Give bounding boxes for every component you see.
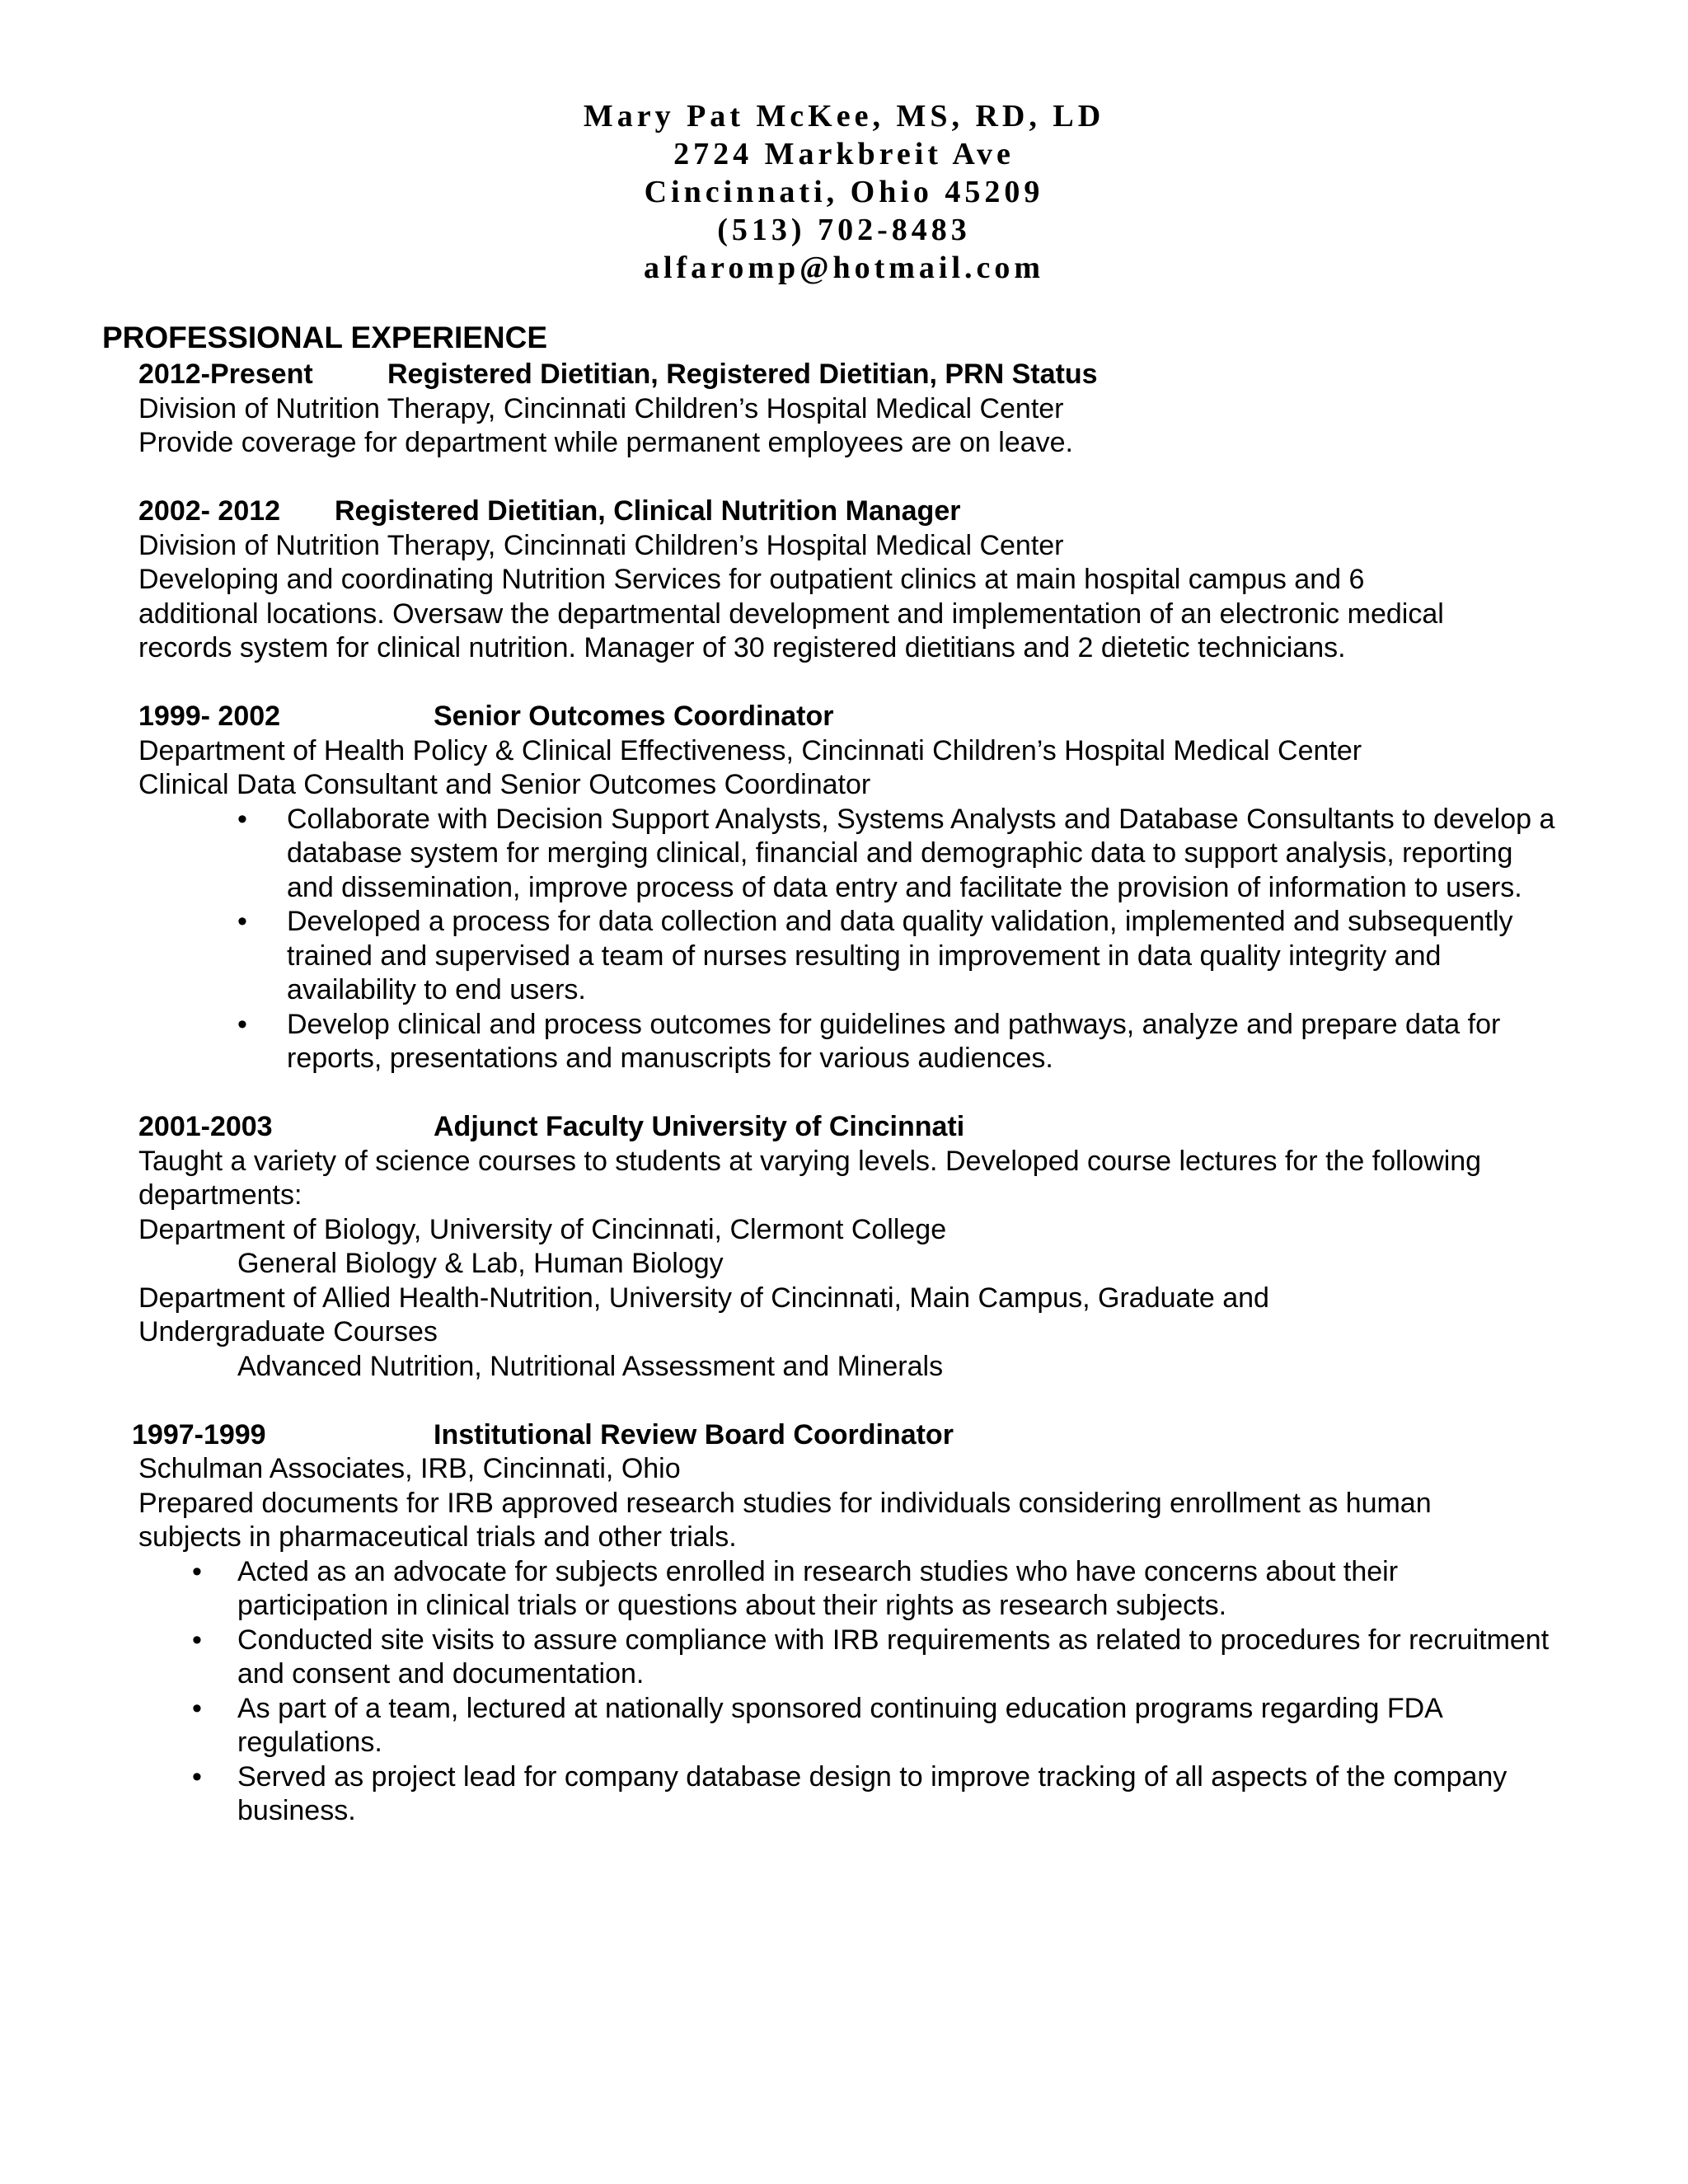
job-heading — [138, 494, 1556, 529]
list-item: • As part of a team, lectured at nationally sponsored continuing education programs regarding FDA regulations. — [192, 1692, 1442, 1758]
phone-number: (513) 702-8483 — [717, 213, 971, 247]
bullet-icon: • — [237, 906, 247, 937]
list-item: • Develop clinical and process outcomes for guidelines and pathways, analyze and prepare data for reports, presentations and manuscripts for various audiences. — [237, 1008, 1501, 1074]
job-years: 1999- 2002 — [138, 701, 281, 732]
job-entry — [138, 494, 1556, 666]
job-years: 2002- 2012 — [138, 495, 281, 527]
job-bullets — [138, 803, 1556, 1076]
course-list: General Biology & Lab, Human Biology — [237, 1248, 724, 1279]
course-list: Advanced Nutrition, Nutritional Assessment and Minerals — [237, 1350, 944, 1382]
contact-header — [0, 97, 1688, 287]
job-years: 2001-2003 — [138, 1111, 273, 1142]
email-address: alfaromp@hotmail.com — [643, 251, 1045, 285]
bullet-icon: • — [192, 1692, 202, 1724]
bullet-icon: • — [237, 803, 247, 835]
experience-list — [132, 358, 1556, 1863]
list-item: • Served as project lead for company database design to improve tracking of all aspects of the company business. — [192, 1760, 1507, 1826]
job-description: Taught a variety of science courses to students at varying levels. Developed course lectures for the following departments: — [138, 1145, 1482, 1211]
job-description: Developing and coordinating Nutrition Services for outpatient clinics at main hospital campus and 6 additional locations. Oversaw the departmental development and implementation of an electronic medical records system for clinical nutrition. Manager of 30 registered dietitians and 2 dietetic technicians. — [138, 564, 1444, 663]
job-title: Institutional Review Board Coordinator — [434, 1418, 954, 1451]
job-years: 1997-1999 — [132, 1418, 266, 1451]
job-entry — [138, 1110, 1556, 1384]
job-years: 2012-Present — [138, 359, 313, 390]
job-entry — [132, 1418, 1556, 1829]
bullet-icon: • — [237, 1008, 247, 1040]
job-heading — [132, 1418, 1556, 1453]
list-item: • Developed a process for data collection and data quality validation, implemented and subsequently trained and supervised a team of nurses resulting in improvement in data quality integrity and availability to end users. — [237, 906, 1513, 1005]
job-title: Senior Outcomes Coordinator — [434, 701, 834, 732]
applicant-name: Mary Pat McKee, MS, RD, LD — [583, 99, 1105, 134]
section-title: PROFESSIONAL EXPERIENCE — [102, 321, 548, 354]
list-item: • Conducted site visits to assure compliance with IRB requirements as related to procedures for recruitment and consent and documentation. — [192, 1624, 1550, 1690]
job-entry — [138, 358, 1556, 461]
job-title: Registered Dietitian, Registered Dietitian, PRN Status — [387, 359, 1098, 390]
job-employer: Division of Nutrition Therapy, Cincinnati Children’s Hospital Medical Center — [138, 392, 1064, 424]
bullet-icon: • — [192, 1555, 202, 1587]
department-line: Department of Biology, University of Cincinnati, Clermont College — [138, 1213, 947, 1245]
department-line: Department of Allied Health-Nutrition, University of Cincinnati, Main Campus, Graduate and Undergraduate Courses — [138, 1282, 1269, 1347]
job-employer: Division of Nutrition Therapy, Cincinnati Children’s Hospital Medical Center — [138, 529, 1064, 561]
city-state-zip: Cincinnati, Ohio 45209 — [644, 175, 1044, 209]
job-description: Provide coverage for department while permanent employees are on leave. — [138, 427, 1073, 458]
list-item: • Collaborate with Decision Support Analysts, Systems Analysts and Database Consultants to develop a database system for merging clinical, financial and demographic data to support analysis, reporting and dissemination, improve process of data entry and facilitate the provision of information to users. — [237, 803, 1555, 903]
job-bullets — [138, 1555, 1556, 1829]
street-address: 2724 Markbreit Ave — [673, 137, 1015, 171]
job-heading — [138, 700, 1556, 734]
job-entry — [138, 700, 1556, 1076]
job-heading — [138, 1110, 1556, 1145]
job-description: Prepared documents for IRB approved research studies for individuals considering enrollment as human subjects in pharmaceutical trials and other trials. — [138, 1487, 1432, 1553]
list-item: • Acted as an advocate for subjects enrolled in research studies who have concerns about their participation in clinical trials or questions about their rights as research subjects. — [192, 1555, 1399, 1621]
bullet-icon: • — [192, 1624, 202, 1656]
job-title: Adjunct Faculty University of Cincinnati — [434, 1111, 965, 1142]
bullet-icon: • — [192, 1760, 202, 1793]
job-title: Registered Dietitian, Clinical Nutrition Manager — [335, 495, 961, 527]
job-role: Clinical Data Consultant and Senior Outcomes Coordinator — [138, 769, 871, 800]
job-employer: Department of Health Policy & Clinical Effectiveness, Cincinnati Children’s Hospital Medical Center — [138, 734, 1362, 766]
job-heading — [138, 358, 1556, 392]
job-employer: Schulman Associates, IRB, Cincinnati, Ohio — [138, 1453, 681, 1484]
